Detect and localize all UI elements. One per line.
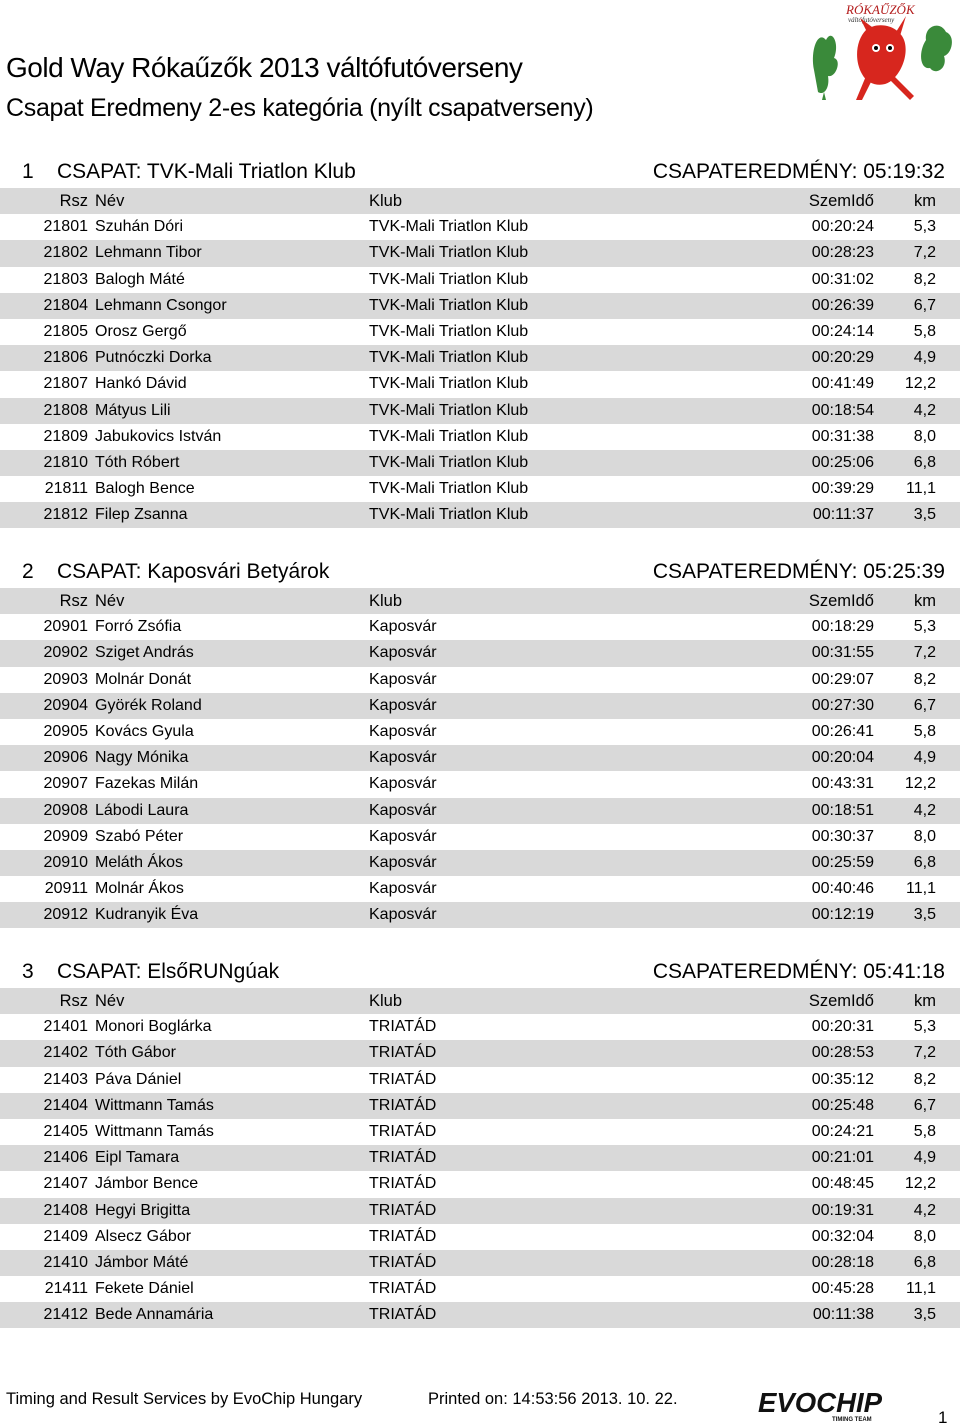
table-row [0,1119,960,1145]
cell-ido: 00:11:37 [812,506,874,524]
logo-text: RÓKAŰZŐK [846,2,915,17]
table-row [0,1302,960,1328]
cell-rsz: 21402 [43,1044,88,1062]
cell-km: 6,7 [913,696,936,714]
cell-ido: 00:35:12 [811,1070,874,1088]
team-rank: 3 [22,960,34,983]
cell-rsz: 21808 [43,401,88,419]
table-row [0,667,960,693]
cell-ido: 00:28:53 [811,1044,874,1062]
cell-klub: Kaposvár [369,670,437,688]
table-row [0,1145,960,1171]
cell-klub: TRIATÁD [369,1070,437,1088]
cell-klub: TRIATÁD [369,1018,437,1036]
cell-ido: 00:26:39 [811,296,874,314]
cell-nev: Filep Zsanna [95,506,188,524]
cell-ido: 00:18:51 [811,801,874,819]
cell-nev: Szabó Péter [95,827,184,845]
table-row [0,1067,960,1093]
cell-nev: Kovács Gyula [95,722,194,740]
cell-rsz: 21412 [43,1306,88,1324]
cell-ido: 00:41:49 [811,375,874,393]
col-rsz: Rsz [59,192,88,210]
cell-rsz: 20908 [43,801,88,819]
cell-nev: Lehmann Tibor [95,244,202,262]
cell-km: 12,2 [904,1175,936,1193]
table-header [0,988,960,1014]
table-row [0,1276,960,1302]
cell-rsz: 21403 [43,1070,88,1088]
cell-nev: Lehmann Csongor [95,296,227,314]
col-nev: Név [95,992,125,1010]
cell-rsz: 21408 [43,1201,88,1219]
cell-rsz: 21406 [43,1149,88,1167]
cell-km: 8,0 [913,827,936,845]
cell-nev: Tóth Róbert [95,453,180,471]
cell-rsz: 21804 [43,296,88,314]
table-row [0,850,960,876]
cell-km: 4,9 [913,349,936,367]
cell-ido: 00:12:19 [811,906,874,924]
cell-rsz: 20902 [43,644,88,662]
team-rank: 2 [22,560,34,583]
cell-ido: 00:24:21 [811,1122,874,1140]
cell-nev: Jámbor Máté [95,1253,189,1271]
cell-rsz: 20909 [43,827,88,845]
cell-klub: TRIATÁD [369,1122,437,1140]
cell-ido: 00:19:31 [811,1201,874,1219]
cell-km: 6,7 [913,1096,936,1114]
cell-ido: 00:20:29 [811,349,874,367]
cell-km: 8,0 [913,1227,936,1245]
cell-km: 6,8 [913,453,936,471]
table-row [0,745,960,771]
table-row [0,1171,960,1197]
table-row [0,719,960,745]
cell-rsz: 21409 [43,1227,88,1245]
table-row [0,1014,960,1040]
table-row [0,1198,960,1224]
cell-rsz: 21410 [43,1253,88,1271]
cell-ido: 00:31:02 [811,270,874,288]
cell-klub: TRIATÁD [369,1096,437,1114]
cell-ido: 00:31:38 [811,427,874,445]
cell-klub: TVK-Mali Triatlon Klub [369,349,529,367]
cell-klub: TVK-Mali Triatlon Klub [369,296,529,314]
team-rank: 1 [22,160,34,183]
cell-klub: TRIATÁD [369,1201,437,1219]
cell-klub: TVK-Mali Triatlon Klub [369,480,529,498]
col-km: km [914,592,936,610]
cell-nev: Wittmann Tamás [95,1096,214,1114]
cell-klub: TVK-Mali Triatlon Klub [369,270,529,288]
team-rows [0,214,960,528]
cell-ido: 00:48:45 [811,1175,874,1193]
cell-rsz: 21404 [43,1096,88,1114]
cell-rsz: 21411 [44,1280,88,1298]
cell-rsz: 21806 [43,349,88,367]
cell-nev: Hegyi Brigitta [95,1201,191,1219]
cell-klub: Kaposvár [369,853,437,871]
cell-km: 8,0 [913,427,936,445]
cell-klub: TVK-Mali Triatlon Klub [369,244,529,262]
cell-ido: 00:21:01 [811,1149,874,1167]
cell-rsz: 20907 [43,775,88,793]
cell-nev: Balogh Bence [95,480,195,498]
cell-klub: TRIATÁD [369,1306,437,1324]
cell-km: 8,2 [913,270,936,288]
team-section [0,552,960,928]
cell-ido: 00:28:18 [811,1253,874,1271]
page-subtitle: Csapat Eredmeny 2-es kategória (nyílt csapatverseny) [6,94,594,122]
cell-nev: Molnár Donát [95,670,192,688]
cell-km: 5,8 [913,1122,936,1140]
cell-nev: Szuhán Dóri [95,218,184,236]
cell-rsz: 20912 [43,906,88,924]
cell-km: 8,2 [913,1070,936,1088]
cell-ido: 00:20:31 [811,1018,874,1036]
cell-rsz: 20903 [43,670,88,688]
cell-nev: Fazekas Milán [95,775,199,793]
cell-rsz: 21407 [43,1175,88,1193]
cell-klub: TRIATÁD [369,1227,437,1245]
cell-rsz: 20901 [43,618,88,636]
page-title: Gold Way Rókaűzők 2013 váltófutóverseny [6,52,523,83]
cell-km: 7,2 [913,644,936,662]
evochip-tagline: TIMING TEAM [832,1417,872,1422]
cell-klub: TRIATÁD [369,1280,437,1298]
team-name: CSAPAT: TVK-Mali Triatlon Klub [57,160,356,183]
cell-klub: Kaposvár [369,801,437,819]
cell-km: 3,5 [913,1306,936,1324]
cell-km: 4,2 [913,401,936,419]
team-header [0,552,960,588]
table-row [0,1224,960,1250]
table-row [0,214,960,240]
cell-klub: Kaposvár [369,749,437,767]
table-row [0,771,960,797]
cell-klub: Kaposvár [369,775,437,793]
cell-km: 5,3 [913,1018,936,1036]
cell-ido: 00:25:06 [811,453,874,471]
cell-klub: Kaposvár [369,722,437,740]
table-row [0,476,960,502]
cell-km: 5,3 [913,618,936,636]
team-rows [0,614,960,928]
team-name: CSAPAT: Kaposvári Betyárok [57,560,330,583]
cell-km: 11,1 [906,480,936,498]
cell-klub: Kaposvár [369,618,437,636]
cell-ido: 00:31:55 [811,644,874,662]
cell-km: 12,2 [904,375,936,393]
table-row [0,502,960,528]
cell-nev: Balogh Máté [95,270,185,288]
table-row [0,240,960,266]
cell-nev: Györék Roland [95,696,202,714]
cell-ido: 00:43:31 [811,775,874,793]
table-row [0,693,960,719]
team-section [0,952,960,1328]
cell-nev: Forró Zsófia [95,618,182,636]
cell-klub: TVK-Mali Triatlon Klub [369,322,529,340]
col-ido: SzemIdő [808,592,874,610]
cell-ido: 00:27:30 [811,696,874,714]
table-row [0,398,960,424]
footer-printed: Printed on: 14:53:56 2013. 10. 22. [428,1390,678,1408]
cell-nev: Nagy Mónika [95,749,189,767]
cell-nev: Molnár Ákos [95,880,184,898]
cell-klub: Kaposvár [369,880,437,898]
table-row [0,902,960,928]
cell-klub: TRIATÁD [369,1044,437,1062]
cell-rsz: 21405 [43,1122,88,1140]
cell-rsz: 21809 [43,427,88,445]
cell-klub: Kaposvár [369,906,437,924]
cell-klub: Kaposvár [369,644,437,662]
col-klub: Klub [369,192,403,210]
cell-nev: Tóth Gábor [95,1044,176,1062]
col-klub: Klub [369,592,403,610]
cell-ido: 00:45:28 [811,1280,874,1298]
team-header [0,152,960,188]
col-ido: SzemIdő [808,192,874,210]
logo-subtext: váltófutóverseny [848,16,895,24]
cell-nev: Meláth Ákos [95,853,184,871]
cell-km: 7,2 [913,1044,936,1062]
cell-nev: Fekete Dániel [95,1280,194,1298]
team-section [0,152,960,528]
table-header [0,188,960,214]
table-row [0,371,960,397]
cell-rsz: 21802 [43,244,88,262]
cell-rsz: 21805 [43,322,88,340]
cell-klub: TVK-Mali Triatlon Klub [369,506,529,524]
cell-km: 6,8 [913,853,936,871]
cell-nev: Alsecz Gábor [95,1227,192,1245]
cell-km: 3,5 [913,906,936,924]
evochip-logo [758,1384,884,1422]
cell-nev: Hankó Dávid [95,375,187,393]
cell-nev: Bede Annamária [95,1306,214,1324]
cell-nev: Lábodi Laura [95,801,189,819]
table-row [0,345,960,371]
cell-ido: 00:28:23 [811,244,874,262]
cell-rsz: 20906 [43,749,88,767]
cell-ido: 00:29:07 [811,670,874,688]
col-rsz: Rsz [59,592,88,610]
cell-nev: Jabukovics István [95,427,222,445]
cell-ido: 00:20:24 [811,218,874,236]
team-result: CSAPATEREDMÉNY: 05:41:18 [652,960,945,983]
table-row [0,1093,960,1119]
col-km: km [914,192,936,210]
cell-rsz: 20905 [43,722,88,740]
cell-km: 12,2 [904,775,936,793]
cell-ido: 00:18:29 [811,618,874,636]
cell-klub: TRIATÁD [369,1149,437,1167]
cell-nev: Kudranyik Éva [95,906,199,924]
cell-nev: Mátyus Lili [95,401,171,419]
cell-rsz: 21401 [43,1018,88,1036]
cell-km: 4,2 [913,801,936,819]
cell-ido: 00:11:38 [812,1306,874,1324]
cell-km: 3,5 [913,506,936,524]
cell-nev: Eipl Tamara [95,1149,180,1167]
cell-rsz: 21803 [43,270,88,288]
table-header [0,588,960,614]
cell-km: 6,8 [913,1253,936,1271]
cell-km: 8,2 [913,670,936,688]
cell-km: 5,8 [913,322,936,340]
table-row [0,876,960,902]
cell-ido: 00:25:48 [811,1096,874,1114]
table-row [0,319,960,345]
cell-nev: Sziget András [95,644,194,662]
cell-rsz: 20911 [44,880,88,898]
cell-km: 5,8 [913,722,936,740]
cell-ido: 00:20:04 [811,749,874,767]
cell-nev: Orosz Gergő [95,322,187,340]
evochip-brand: EVOCHIP [758,1387,883,1418]
rokauzok-logo [806,0,958,108]
cell-klub: TVK-Mali Triatlon Klub [369,375,529,393]
table-row [0,824,960,850]
cell-km: 4,9 [913,749,936,767]
cell-klub: Kaposvár [369,827,437,845]
cell-rsz: 21812 [43,506,88,524]
cell-rsz: 20904 [43,696,88,714]
table-row [0,798,960,824]
cell-ido: 00:30:37 [811,827,874,845]
cell-klub: TVK-Mali Triatlon Klub [369,427,529,445]
table-row [0,267,960,293]
cell-klub: TRIATÁD [369,1253,437,1271]
cell-klub: Kaposvár [369,696,437,714]
table-row [0,614,960,640]
cell-rsz: 21807 [43,375,88,393]
col-rsz: Rsz [59,992,88,1010]
cell-ido: 00:24:14 [811,322,874,340]
cell-km: 7,2 [913,244,936,262]
cell-nev: Putnóczki Dorka [95,349,212,367]
cell-km: 5,3 [913,218,936,236]
table-row [0,293,960,319]
cell-km: 11,1 [906,880,936,898]
cell-ido: 00:40:46 [811,880,874,898]
cell-ido: 00:32:04 [811,1227,874,1245]
table-row [0,450,960,476]
col-km: km [914,992,936,1010]
cell-rsz: 20910 [43,853,88,871]
col-nev: Név [95,192,125,210]
team-rows [0,1014,960,1328]
table-row [0,1250,960,1276]
team-header [0,952,960,988]
cell-nev: Jámbor Bence [95,1175,199,1193]
cell-ido: 00:39:29 [811,480,874,498]
cell-klub: TVK-Mali Triatlon Klub [369,453,529,471]
footer-services: Timing and Result Services by EvoChip Hungary [6,1390,363,1408]
cell-km: 4,9 [913,1149,936,1167]
table-row [0,1040,960,1066]
cell-klub: TVK-Mali Triatlon Klub [369,401,529,419]
col-ido: SzemIdő [808,992,874,1010]
col-klub: Klub [369,992,403,1010]
cell-rsz: 21801 [43,218,88,236]
cell-nev: Wittmann Tamás [95,1122,214,1140]
team-name: CSAPAT: ElsőRUNgúak [57,960,280,983]
cell-rsz: 21811 [44,480,88,498]
team-result: CSAPATEREDMÉNY: 05:25:39 [652,560,945,583]
cell-nev: Páva Dániel [95,1070,182,1088]
team-result: CSAPATEREDMÉNY: 05:19:32 [652,160,945,183]
cell-km: 11,1 [906,1280,936,1298]
table-row [0,424,960,450]
table-row [0,640,960,666]
cell-klub: TVK-Mali Triatlon Klub [369,218,529,236]
cell-km: 6,7 [913,296,936,314]
page-number: 1 [938,1408,948,1427]
cell-ido: 00:25:59 [811,853,874,871]
cell-nev: Monori Boglárka [95,1018,212,1036]
cell-ido: 00:18:54 [811,401,874,419]
cell-km: 4,2 [913,1201,936,1219]
cell-rsz: 21810 [43,453,88,471]
cell-ido: 00:26:41 [811,722,874,740]
cell-klub: TRIATÁD [369,1175,437,1193]
col-nev: Név [95,592,125,610]
